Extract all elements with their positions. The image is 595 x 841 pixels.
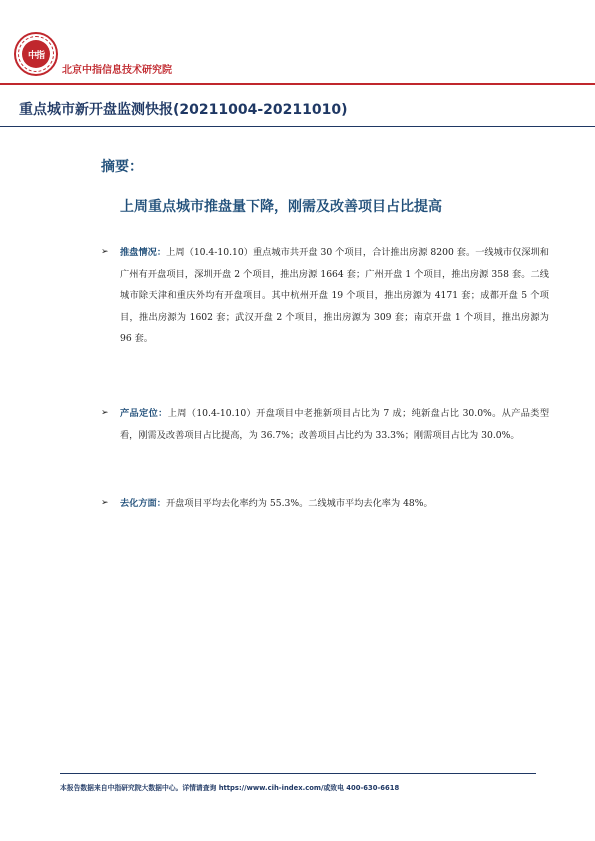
footer-divider — [60, 773, 536, 774]
bullet-text — [120, 493, 549, 515]
bullet-text — [120, 403, 549, 446]
arrow-bullet-icon: ➢ — [101, 498, 109, 508]
abstract-label: 摘要： — [101, 159, 143, 175]
bullet-lead: 去化方面： — [120, 498, 166, 509]
bullet-body: 上周（10.4-10.10）开盘项目中老推新项目占比为 7 成；纯新盘占比 30.0%。从产品类型看，刚需及改善项目占比提高，为 36.7%；改善项目占比约为 33.3%；刚需项目占比为 30.0%。 — [120, 408, 550, 441]
bullet-text — [120, 242, 549, 350]
headline: 上周重点城市推盘量下降，刚需及改善项目占比提高 — [120, 199, 442, 215]
bullet-lead: 推盘情况： — [120, 247, 167, 258]
bullet-absorption — [101, 493, 549, 515]
bullet-body: 上周（10.4-10.10）重点城市共开盘 30 个项目，合计推出房源 8200 套。一线城市仅深圳和广州有开盘项目，深圳开盘 2 个项目，推出房源 1664 套；广州开盘 1 个项目，推出房源 358 套。二线城市除天津和重庆外均有开盘项目。其中杭州开盘 19 个项目，推出房源为 4171 套；成都开盘 5 个项目，推出房源为 1602 套；武汉开盘 2 个项目，推出房源为 309 套；南京开盘 1 个项目，推出房源为 96 套。 — [120, 247, 549, 344]
report-title: 重点城市新开盘监测快报(20211004-20211010) — [19, 102, 348, 118]
org-name: 北京中指信息技术研究院 — [62, 65, 172, 76]
arrow-bullet-icon: ➢ — [101, 408, 109, 418]
bullet-lead: 产品定位： — [120, 408, 168, 419]
header-divider — [0, 83, 595, 85]
arrow-bullet-icon: ➢ — [101, 247, 109, 257]
logo — [14, 32, 58, 76]
logo-ring — [18, 36, 54, 72]
title-divider — [0, 126, 595, 127]
logo-mark: 中指 — [22, 40, 50, 68]
bullet-supply — [101, 242, 549, 350]
footer-source: 本报告数据来自中指研究院大数据中心。详情请查询 https://www.cih-index.com/或致电 400-630-6618 — [60, 784, 400, 792]
bullet-positioning — [101, 403, 549, 446]
bullet-body: 开盘项目平均去化率约为 55.3%。二线城市平均去化率为 48%。 — [165, 498, 433, 509]
